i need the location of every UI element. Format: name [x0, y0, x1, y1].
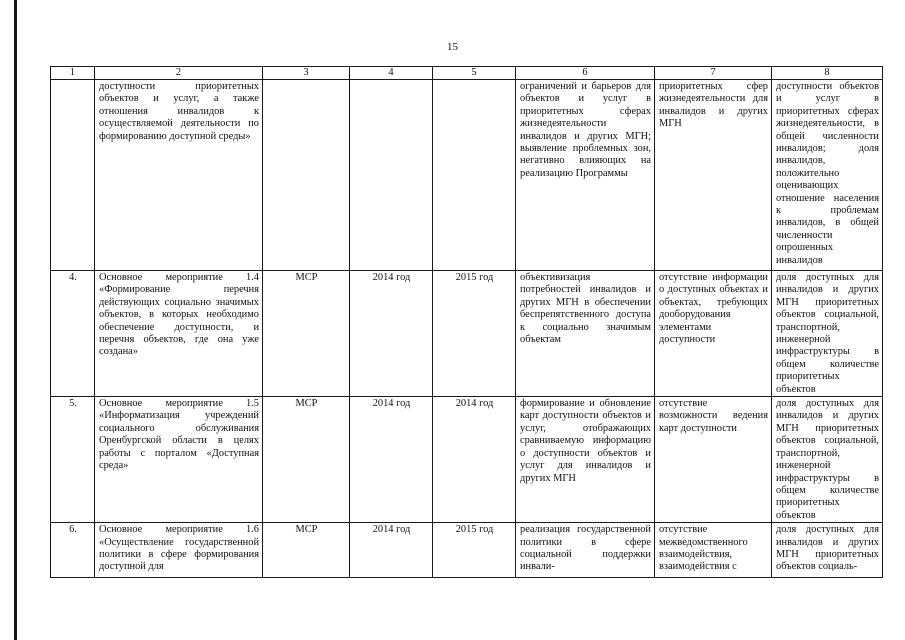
row-number-cell: 6. [51, 523, 95, 578]
row-number-cell [51, 80, 95, 271]
executor-cell: МСР [263, 523, 350, 578]
executor-cell [263, 80, 350, 271]
executor-cell: МСР [263, 271, 350, 397]
header-row [51, 67, 883, 80]
expected-result-cell: формирование и обновление карт доступности объектов и услуг, отображающих сравниваемую информацию о доступности объектов и услуг для инвалидов и других МГН [516, 397, 655, 523]
scan-edge-line [14, 0, 17, 640]
end-year-cell: 2014 год [433, 397, 516, 523]
start-year-cell: 2014 год [350, 523, 433, 578]
consequences-cell: отсутствие возможности ведения карт доступности [655, 397, 772, 523]
column-header-8: 8 [772, 67, 883, 80]
start-year-cell: 2014 год [350, 397, 433, 523]
page-number: 15 [447, 41, 458, 53]
activity-name-cell: доступности приоритетных объектов и услуг, а также отношения инвалидов к осуществляемой деятельности по формированию доступной среды» [95, 80, 263, 271]
row-number-cell: 5. [51, 397, 95, 523]
row-number-cell: 4. [51, 271, 95, 397]
indicator-cell: доля доступных для инвалидов и других МГН приоритетных объектов социальной, транспортной, инженерной инфраструктуры в общем количестве приоритетных объектов [772, 271, 883, 397]
end-year-cell [433, 80, 516, 271]
column-header-7: 7 [655, 67, 772, 80]
program-activities-table [50, 66, 883, 578]
start-year-cell: 2014 год [350, 271, 433, 397]
column-header-3: 3 [263, 67, 350, 80]
executor-cell: МСР [263, 397, 350, 523]
consequences-cell: отсутствие информации о доступных объектах и объектах, требующих дооборудования элементами доступности [655, 271, 772, 397]
column-header-2: 2 [95, 67, 263, 80]
consequences-cell: отсутствие межведомственного взаимодействия, взаимодействия с [655, 523, 772, 578]
indicator-cell: доля доступных для инвалидов и других МГН приоритетных объектов социаль- [772, 523, 883, 578]
activity-name-cell: Основное мероприятие 1.5 «Информатизация учреждений социального обслуживания Оренбургской области в целях работы с порталом «Доступная среда» [95, 397, 263, 523]
expected-result-cell: объективизация потребностей инвалидов и других МГН в обеспечении беспрепятственного доступа к социально значимым объектам [516, 271, 655, 397]
column-header-1: 1 [51, 67, 95, 80]
table-row [51, 523, 883, 578]
expected-result-cell: ограничений и барьеров для объектов и услуг в приоритетных сферах жизнедеятельности инвалидов и других МГН; выявление проблемных зон, негативно влияющих на реализацию Программы [516, 80, 655, 271]
column-header-5: 5 [433, 67, 516, 80]
indicator-cell: доля доступных для инвалидов и других МГН приоритетных объектов социальной, транспортной, инженерной инфраструктуры в общем количестве приоритетных объектов [772, 397, 883, 523]
activity-name-cell: Основное мероприятие 1.4 «Формирование перечня действующих социально значимых объектов, в которых необходимо обеспечение доступности, и перечня объектов, где она уже создана» [95, 271, 263, 397]
end-year-cell: 2015 год [433, 523, 516, 578]
expected-result-cell: реализация государственной политики в сфере социальной поддержки инвали- [516, 523, 655, 578]
indicator-cell: доступности объектов и услуг в приоритетных сферах жизнедеятельности, в общей численности инвалидов; доля инвалидов, положительно оценивающих отношение населения к проблемам инвалидов, в общей численности опрошенных инвалидов [772, 80, 883, 271]
consequences-cell: приоритетных сфер жизнедеятельности для инвалидов и других МГН [655, 80, 772, 271]
column-header-4: 4 [350, 67, 433, 80]
column-header-6: 6 [516, 67, 655, 80]
table-row [51, 80, 883, 271]
table-row [51, 271, 883, 397]
table-row [51, 397, 883, 523]
start-year-cell [350, 80, 433, 271]
end-year-cell: 2015 год [433, 271, 516, 397]
activity-name-cell: Основное мероприятие 1.6 «Осуществление государственной политики в сфере формирования доступной для [95, 523, 263, 578]
